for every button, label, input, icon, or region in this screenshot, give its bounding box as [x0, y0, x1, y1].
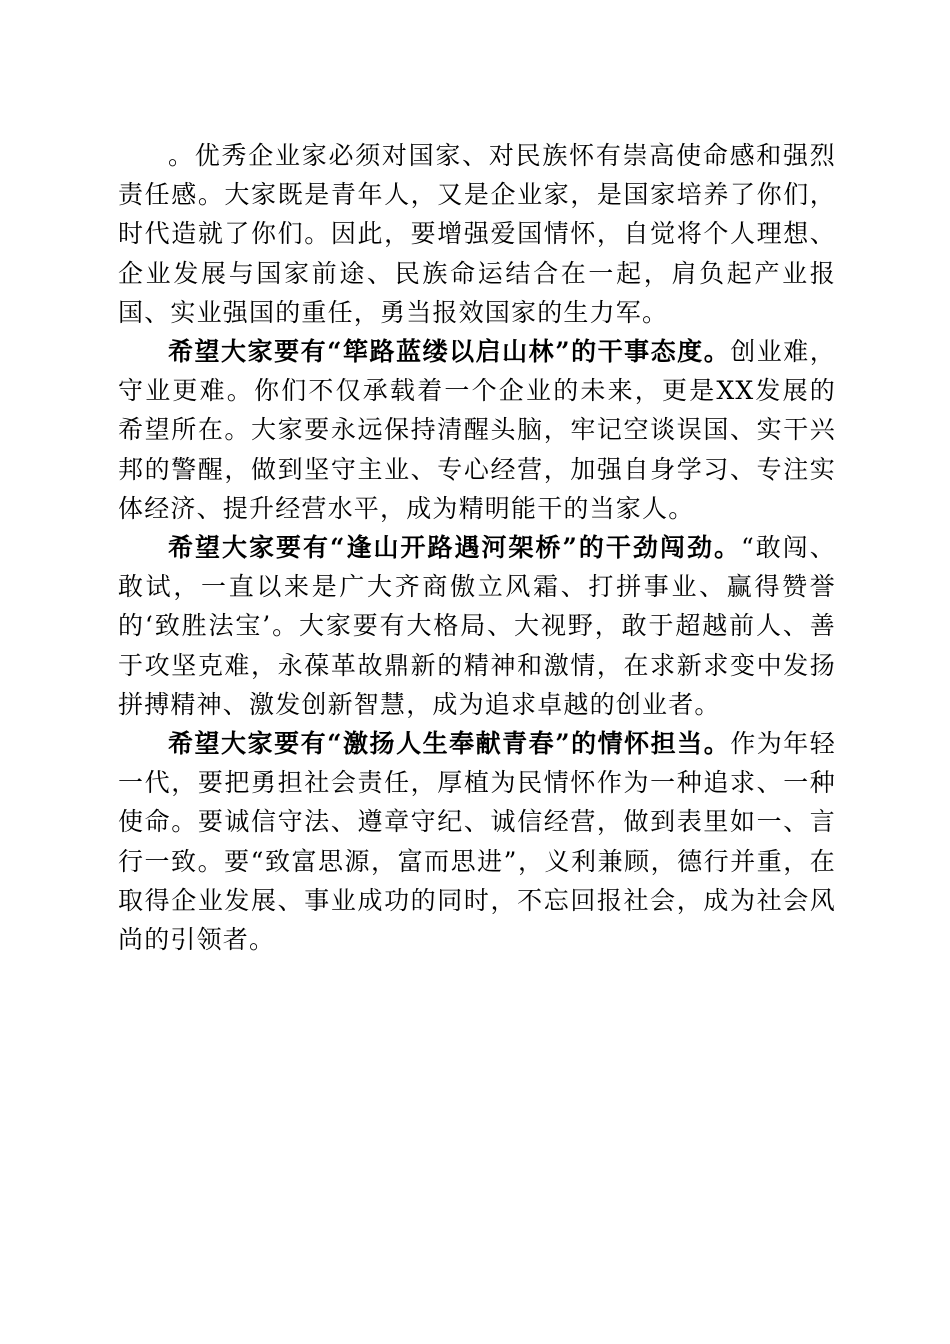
paragraph-3-lead: 希望大家要有“逢山开路遇河架桥”的干劲闯劲。: [168, 533, 741, 563]
paragraph-4: [118, 724, 836, 959]
paragraph-4-text: 作为年轻一代，要把勇担社会责任，厚植为民情怀作为一种追求、一种使命。要诚信守法、遵章守纪、诚信经营，做到表里如一、言行一致。要“致富思源，富而思进”，义利兼顾，德行并重，在取得企业发展、事业成功的同时，不忘回报社会，成为社会风尚的引领者。: [118, 729, 836, 955]
paragraph-1-text: 。优秀企业家必须对国家、对民族怀有崇高使命感和强烈责任感。大家既是青年人，又是企业家，是国家培养了你们，时代造就了你们。因此，要增强爱国情怀，自觉将个人理想、企业发展与国家前途、民族命运结合在一起，肩负起产业报国、实业强国的重任，勇当报效国家的生力军。: [118, 141, 836, 327]
paragraph-2-lead: 希望大家要有“筚路蓝缕以启山林”的干事态度。: [168, 337, 731, 367]
paragraph-4-lead: 希望大家要有“激扬人生奉献青春”的情怀担当。: [168, 729, 731, 759]
paragraph-1: [118, 136, 836, 332]
paragraph-2: [118, 332, 836, 528]
paragraph-2-text: 创业难，守业更难。你们不仅承载着一个企业的未来，更是XX发展的希望所在。大家要永远保持清醒头脑，牢记空谈误国、实干兴邦的警醒，做到坚守主业、专心经营，加强自身学习、专注实体经济、提升经营水平，成为精明能干的当家人。: [118, 337, 836, 523]
document-body: [118, 136, 836, 959]
paragraph-3: [118, 528, 836, 724]
paragraph-3-text: “敢闯、敢试，一直以来是广大齐商傲立风霜、打拼事业、赢得赞誉的‘致胜法宝’。大家要有大格局、大视野，敢于超越前人、善于攻坚克难，永葆革故鼎新的精神和激情，在求新求变中发扬拼搏精神、激发创新智慧，成为追求卓越的创业者。: [118, 533, 836, 719]
